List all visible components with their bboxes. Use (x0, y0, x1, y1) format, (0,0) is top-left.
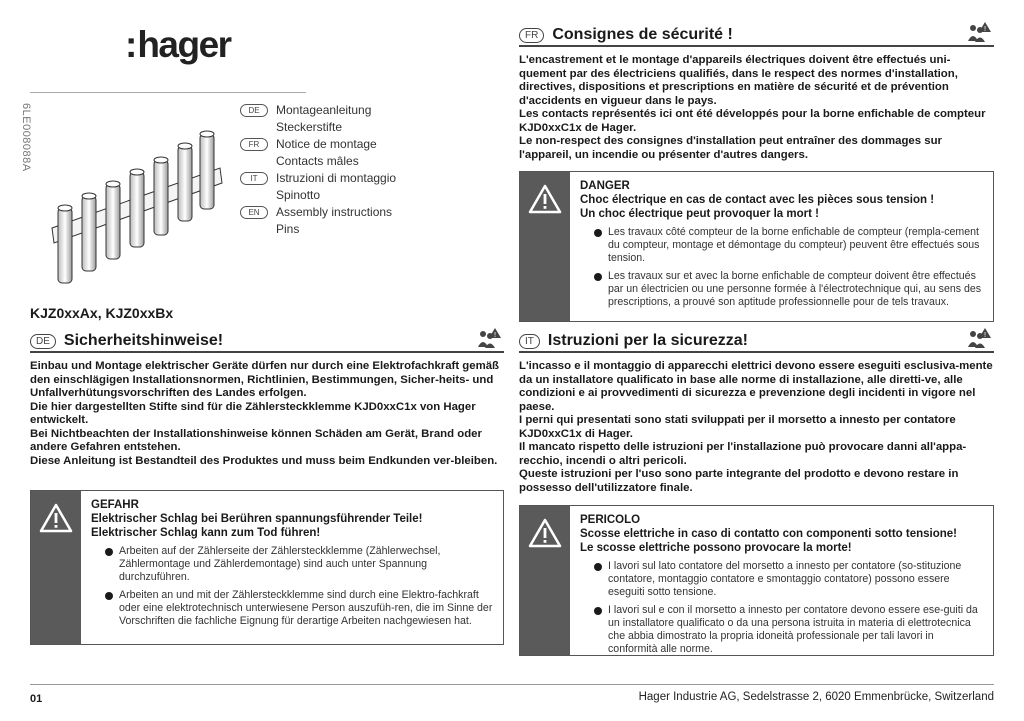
warning-list (580, 226, 983, 309)
paragraph: Queste istruzioni per l'uso sono parte integrante del prodotto e devono restare in possesso dell'utilizzatore finale. (519, 468, 959, 494)
section-title: Sicherheitshinweise! (63, 332, 224, 349)
section-header-fr (519, 25, 994, 47)
language-badge: EN (240, 206, 268, 219)
footer-divider (30, 684, 994, 685)
language-item-en (240, 204, 396, 238)
warning-box-de (30, 490, 504, 645)
language-list (240, 102, 396, 238)
language-line1: Assembly instructions (276, 205, 393, 219)
paragraph: Die hier dargestellten Stifte sind für die Zählersteckklemme KJD0xxC1x von Hager entwickelt. (30, 400, 476, 426)
language-line1: Istruzioni di montaggio (276, 171, 397, 185)
warning-line: Le scosse elettriche possono provocare la morte! (580, 541, 852, 554)
warning-line: Elektrischer Schlag kann zum Tod führen! (91, 526, 321, 539)
language-line2: Contacts mâles (276, 154, 359, 168)
language-line1: Notice de montage (276, 137, 377, 151)
section-body-it (519, 360, 994, 495)
warning-box-fr (519, 171, 994, 322)
warning-triangle-icon (528, 518, 562, 548)
list-item: I lavori sul lato contatore del morsetto a innesto per contatore (so-stituzione contatore, montaggio contatore e smontaggio contatore) possono essere eseguiti sotto tensione. (580, 560, 983, 599)
list-item: I lavori sul e con il morsetto a innesto per contatore devono essere ese-guiti da un installatore qualificato o da una persona istruita in materia di elettrotecnica che abbia dimostrato la propria idoneità professionale per tali lavori in conformità alle norme. (580, 604, 983, 656)
warning-title: DANGER (580, 180, 630, 192)
warning-line: Un choc électrique peut provoquer la mort ! (580, 207, 819, 220)
language-item-fr (240, 136, 396, 170)
section-body-de (30, 360, 504, 468)
pins-illustration-icon (42, 118, 227, 298)
paragraph: Diese Anleitung ist Bestandteil des Produktes und muss beim Endkunden ver-bleiben. (30, 454, 498, 467)
language-badge: IT (240, 172, 268, 185)
section-header-de (30, 331, 504, 353)
warning-line: Scosse elettriche in caso di contatto con componenti sotto tensione! (580, 528, 958, 540)
hager-logo: :hager (125, 24, 231, 65)
section-header-it (519, 331, 994, 353)
paragraph: Les contacts représentés ici ont été développés pour la borne enfichable de compteur KJD0xxC1x de Hager. (519, 108, 986, 134)
paragraph: I perni qui presentati sono stati sviluppati per il morsetto a innesto per contatore KJD0xxC1x di Hager. (519, 414, 956, 440)
warning-triangle-icon (39, 503, 73, 533)
list-item: Les travaux sur et avec la borne enfichable de compteur doivent être effectués par un électricien ou une personne formée à l'électrotechnique qui, au sens des prescriptions, a prouvé son aptitude professionnelle pour de tels travaux. (580, 270, 983, 309)
language-line2: Steckerstifte (276, 120, 343, 134)
model-number: KJZ0xxAx, KJZ0xxBx (30, 305, 174, 321)
svg-text:!: ! (493, 331, 497, 339)
paragraph: L'encastrement et le montage d'appareils électriques doivent être effectués uni-quement par des électriciens qualifiés, dans le respect des normes d'installation, directives, dispositions et prescriptions en matière de sécurité et de prévention d'accidents en vigueur dans le pays. (519, 54, 958, 107)
warning-title: GEFAHR (91, 499, 139, 511)
persons-warning-icon (476, 327, 502, 349)
svg-text:!: ! (983, 331, 987, 339)
warning-line: Choc électrique en cas de contact avec les pièces sous tension ! (580, 194, 935, 206)
language-item-de (240, 102, 396, 136)
paragraph: Bei Nichtbeachten der Installationshinweise können Schäden am Gerät, Brand oder andere Gefahren entstehen. (30, 427, 482, 453)
list-item: Arbeiten auf der Zählerseite der Zählersteckklemme (Zählerwechsel, Zählermontage und Zählerdemontage) sind auch unter Spannung durchzuführen. (91, 545, 493, 584)
persons-warning-icon (966, 21, 992, 43)
language-badge: FR (240, 138, 268, 151)
section-body-fr (519, 54, 994, 162)
section-title: Istruzioni per la sicurezza! (547, 332, 748, 349)
list-item: Arbeiten an und mit der Zählersteckklemme sind durch eine Elektro-fachkraft oder eine elektrotechnisch unterwiesene Person auszufüh-ren, die im Sinne der Vorschriften die fachliche Eignung für derartige Arbeiten nachgewiesen hat. (91, 589, 493, 628)
persons-warning-icon (966, 327, 992, 349)
language-item-it (240, 170, 396, 204)
list-item: Les travaux côté compteur de la borne enfichable de compteur (rempla-cement du compteur, montage et démontage du compteur) peuvent être effectués sous tension. (580, 226, 983, 265)
page-number: 01 (30, 693, 43, 705)
paragraph: Il mancato rispetto delle istruzioni per l'installazione può provocare danni all'appa-recchio, incendi o altri pericoli. (519, 441, 967, 467)
section-title: Consignes de sécurité ! (552, 26, 733, 43)
header-rule (30, 92, 306, 93)
warning-triangle-icon (528, 184, 562, 214)
warning-side (31, 491, 81, 644)
warning-box-it (519, 505, 994, 656)
language-badge: IT (519, 334, 540, 349)
language-badge: DE (240, 104, 268, 117)
warning-side (520, 172, 570, 321)
language-line2: Pins (276, 222, 300, 236)
language-badge: DE (30, 334, 56, 349)
svg-text:!: ! (983, 25, 987, 33)
warning-list (580, 560, 983, 656)
warning-line: Elektrischer Schlag bei Berühren spannungsführender Teile! (91, 513, 423, 525)
language-line1: Montageanleitung (276, 103, 372, 117)
warning-list (91, 545, 493, 628)
language-badge: FR (519, 28, 544, 43)
language-line2: Spinotto (276, 188, 321, 202)
paragraph: L'incasso e il montaggio di apparecchi elettrici devono essere eseguiti esclusiva-mente da un installatore qualificato in base alle norme di installazione, alle diretti-ve, alle condizioni e ai provvedimenti di sicurezza e prevenzione degli incidenti in vigore nel paese. (519, 360, 993, 413)
warning-title: PERICOLO (580, 514, 641, 526)
paragraph: Le non-respect des consignes d'installation peut entraîner des dommages sur l'appareil, un incendie ou présenter d'autres dangers. (519, 135, 942, 161)
document-code: 6LE008088A (20, 103, 32, 172)
paragraph: Einbau und Montage elektrischer Geräte dürfen nur durch eine Elektrofachkraft gemäß den einschlägigen Installationsnormen, Richtlinien, Bestimmungen, Sicher-heits- und Unfallverhütungsvorschriften des Landes erfolgen. (30, 360, 500, 399)
company-address: Hager Industrie AG, Sedelstrasse 2, 6020 Emmenbrücke, Switzerland (638, 691, 994, 703)
warning-side (520, 506, 570, 655)
